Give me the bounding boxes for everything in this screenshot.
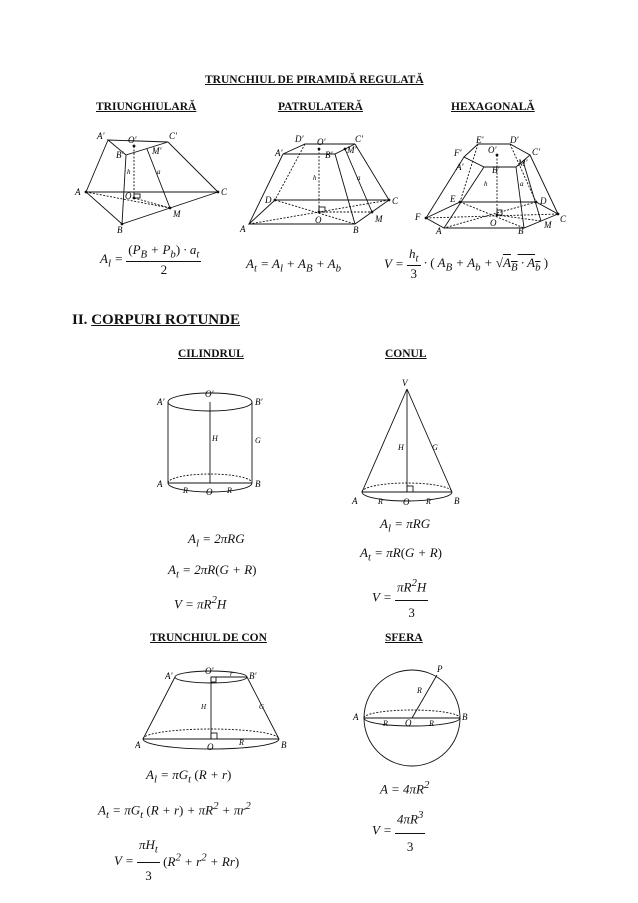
frustum-label-b: B (281, 740, 287, 750)
hex-label-dp: D' (510, 135, 519, 145)
quad-label-at: a (357, 174, 361, 182)
tri-label-ht: h (127, 168, 131, 176)
quad-label-op: O' (317, 137, 326, 147)
hex-label-mp: M' (518, 158, 528, 168)
tri-label-o: O (125, 191, 132, 201)
cone-label-r1: R (378, 497, 383, 506)
hex-label-f: F (415, 212, 421, 222)
sphere-label-r3: R (429, 719, 434, 728)
cyl-label-o: O (206, 487, 213, 497)
frustum-label-o: O (207, 742, 214, 752)
quad-label-ap: A' (275, 148, 283, 158)
quad-label-a: A (240, 224, 246, 234)
quad-label-cp: C' (355, 134, 363, 144)
frustum-label-a: A (135, 740, 141, 750)
heading-sphere: SFERA (385, 632, 423, 644)
heading-cylinder: CILINDRUL (178, 348, 244, 360)
triangular-frustum-diagram (70, 122, 230, 234)
hex-label-bp: B' (492, 165, 500, 175)
hex-label-c: C (560, 214, 567, 224)
quad-label-o: O (315, 215, 322, 225)
sphere-label-b: B (462, 712, 468, 722)
formula-quadrilateral: $A_t = A_l + A_B + A_b$ (246, 256, 341, 275)
cone-diagram (350, 375, 465, 510)
hex-label-b: B (518, 226, 524, 234)
sphere-label-o: O (405, 718, 412, 728)
quad-label-mp: M' (347, 145, 357, 155)
tri-label-mp: M' (152, 146, 162, 156)
hex-label-ep: E' (476, 135, 484, 145)
hex-label-cp: C' (532, 147, 540, 157)
quad-label-c: C (392, 196, 399, 206)
heading-triangular: TRIUNGHIULARĂ (96, 101, 197, 113)
tri-label-ap: A' (97, 131, 105, 141)
hex-label-e: E (450, 194, 456, 204)
page-title: TRUNCHIUL DE PIRAMIDĂ REGULATĂ (205, 74, 424, 86)
tri-label-cp: C' (169, 131, 177, 141)
heading-frustum-cone: TRUNCHIUL DE CON (150, 632, 267, 644)
quad-label-ht: h (313, 174, 317, 182)
quadrilateral-frustum-diagram (235, 122, 405, 234)
frustum-label-ht: H (201, 703, 207, 711)
hex-label-ap: A' (456, 162, 464, 172)
hex-label-a: A (436, 226, 442, 234)
cone-label-g: G (432, 443, 438, 452)
heading-cone: CONUL (385, 348, 427, 360)
sphere-label-p: P (437, 664, 443, 674)
tri-label-m: M (173, 209, 181, 219)
hex-label-op: O' (488, 145, 497, 155)
cone-label-b: B (454, 496, 460, 506)
cyl-label-h: H (212, 434, 218, 443)
sphere-diagram (345, 660, 480, 770)
frustum-cone-diagram (135, 665, 295, 755)
frustum-label-bp: B' (249, 671, 257, 681)
tri-label-at: a (157, 168, 161, 176)
cyl-label-b: B (255, 479, 261, 489)
quad-label-dp: D' (295, 134, 304, 144)
cyl-label-op: O' (205, 389, 214, 399)
cone-formulas: $A_l = \pi RG$ $A_t = \pi R(G + R)$ V = $\frac{\pi R^2H}{3}$ (360, 516, 442, 620)
cone-label-r2: R (426, 497, 431, 506)
cyl-label-g: G (255, 436, 261, 445)
sphere-label-r1: R (417, 686, 422, 695)
sphere-label-r2: R (383, 719, 388, 728)
hex-label-fp: F' (454, 148, 462, 158)
frustum-label-ap: A' (165, 671, 173, 681)
section-title: II. CORPURI ROTUNDE (72, 312, 240, 328)
formula-hexagonal: V = $\frac{h_t}{3}$ · ( $A_B + A_b + √A_B \cdot A_b$ ) (384, 246, 549, 281)
frustum-label-op: O' (205, 666, 214, 676)
cyl-label-bp: B' (255, 397, 263, 407)
cylinder-formulas: $A_l = 2\pi RG$ $A_t = 2\pi R(G + R)$ $V = \pi R^2H$ (168, 531, 257, 612)
frustum-label-gt: G (259, 703, 265, 711)
cyl-label-r2: R (227, 486, 232, 495)
cyl-label-ap: A' (157, 397, 165, 407)
quad-label-d: D (265, 195, 272, 205)
cylinder-diagram (145, 385, 275, 505)
hex-label-at: a (520, 180, 524, 188)
frustum-formulas: $A_l = \pi G_t$ (R + r) $A_t = \pi G_t$ $(R + r) + \pi R^2 + \pi r^2$ V = $\frac{\pi H_t}{3}$ $(R^2 + r^2 + Rr)$ (98, 767, 251, 884)
hex-label-m: M (544, 220, 552, 230)
tri-label-bp: B' (116, 150, 124, 160)
formula-triangular: $A_l$ = $\frac{(P_B + P_b) \cdot a_t}{2}$ (100, 242, 200, 277)
hex-label-d: D (540, 196, 547, 206)
hex-label-ht: h (484, 180, 488, 188)
cone-label-o: O (403, 497, 410, 507)
tri-label-op: O' (128, 135, 137, 145)
tri-label-b: B (117, 225, 123, 234)
sphere-formulas: $A = 4\pi R^2$ V = $\frac{4\pi R^3}{3}$ (372, 779, 430, 854)
cyl-label-a: A (157, 479, 163, 489)
cone-label-v: V (402, 378, 408, 388)
sphere-label-a: A (353, 712, 359, 722)
quad-label-bp: B' (325, 150, 333, 160)
hex-label-o: O (490, 218, 497, 228)
heading-hexagonal: HEXAGONALĂ (451, 101, 535, 113)
hexagonal-frustum-diagram (412, 122, 572, 234)
tri-label-a: A (75, 187, 81, 197)
cyl-label-r1: R (183, 486, 188, 495)
quad-label-m: M (375, 214, 383, 224)
quad-label-b: B (353, 225, 359, 234)
cone-label-a: A (352, 496, 358, 506)
cone-label-h: H (398, 443, 404, 452)
frustum-label-r: r (230, 670, 233, 678)
frustum-label-rr: R (239, 738, 244, 747)
heading-quadrilateral: PATRULATERĂ (278, 101, 363, 113)
tri-label-c: C (221, 187, 228, 197)
